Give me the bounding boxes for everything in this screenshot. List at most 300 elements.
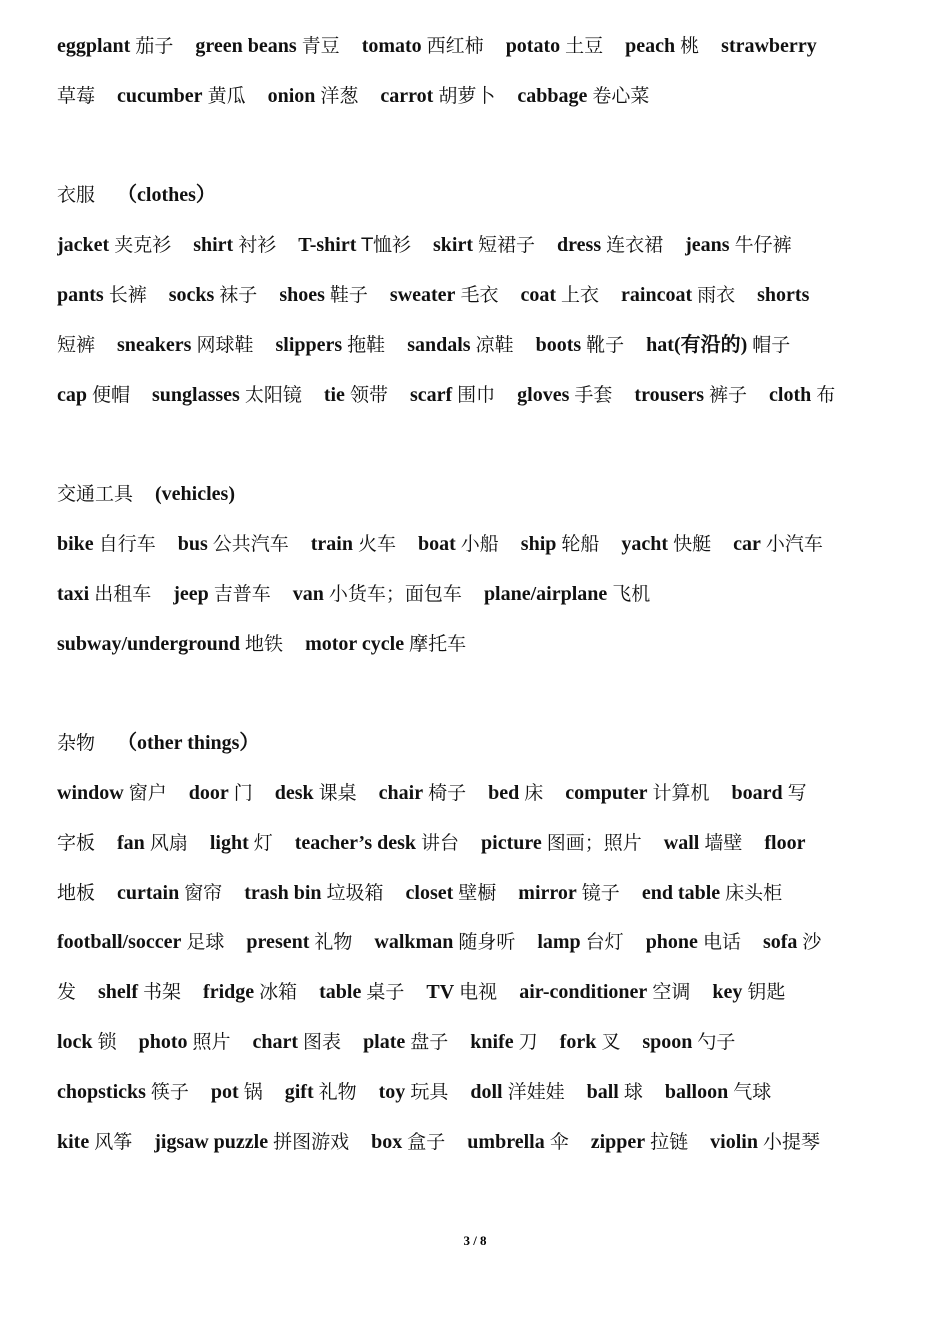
chinese-meaning: 鞋子 xyxy=(329,283,368,306)
english-word: fan xyxy=(117,831,145,854)
vocab-entry xyxy=(195,35,339,57)
chinese-meaning: 摩托车 xyxy=(409,632,467,655)
english-word: chart xyxy=(252,1030,299,1053)
chinese-meaning: 便帽 xyxy=(92,383,131,406)
vocab-entry xyxy=(517,384,612,406)
chinese-meaning: 袜子 xyxy=(219,283,258,306)
english-word: board xyxy=(731,781,783,804)
chinese-meaning: 计算机 xyxy=(652,781,710,804)
vocab-line xyxy=(57,22,919,72)
english-word: picture xyxy=(481,831,542,854)
vocab-entry xyxy=(537,931,623,953)
chinese-meaning: 小货车；面包车 xyxy=(328,582,462,605)
section-gap xyxy=(57,420,919,470)
vocab-entry xyxy=(178,533,289,555)
english-word: floor xyxy=(764,831,806,854)
vocab-entry xyxy=(769,384,835,406)
english-word: shelf xyxy=(98,981,139,1004)
section-heading-vehicles xyxy=(57,470,919,520)
vocab-entry xyxy=(488,782,543,804)
chinese-meaning: 衬衫 xyxy=(238,234,277,257)
english-word: slippers xyxy=(275,333,343,356)
vocab-line xyxy=(57,819,919,869)
vocab-line xyxy=(57,570,919,620)
chinese-meaning: 冰箱 xyxy=(259,981,298,1004)
chinese-meaning: 太阳镜 xyxy=(244,383,302,406)
vocab-entry xyxy=(642,1031,735,1053)
english-word: jeans xyxy=(685,234,730,257)
english-word: sandals xyxy=(407,333,471,356)
vocab-entry xyxy=(295,832,459,854)
chinese-meaning: 牛仔裤 xyxy=(734,234,792,257)
vocab-entry xyxy=(57,284,147,306)
english-word: scarf xyxy=(409,383,453,406)
chinese-meaning: 长裤 xyxy=(108,283,147,306)
chinese-meaning: 叉 xyxy=(601,1030,621,1053)
english-word: tomato xyxy=(361,35,422,57)
chinese-meaning: 吉普车 xyxy=(213,582,271,605)
vocab-entry xyxy=(481,832,642,854)
chinese-meaning: 胡萝卜 xyxy=(438,84,496,107)
vocab-entry xyxy=(57,583,151,605)
english-word: chopsticks xyxy=(57,1080,146,1103)
vocab-line xyxy=(57,869,919,919)
chinese-meaning: 卷心菜 xyxy=(592,84,650,107)
section-heading-other-things xyxy=(57,719,919,769)
chinese-meaning: 洋葱 xyxy=(320,84,359,107)
chinese-meaning: 帽子 xyxy=(752,333,791,356)
vocab-entry xyxy=(467,1131,568,1153)
vocab-entry xyxy=(311,533,396,555)
vocab-entry xyxy=(379,782,466,804)
chinese-meaning: 书架 xyxy=(143,981,182,1004)
vocab-entry xyxy=(470,1031,537,1053)
vocab-entry xyxy=(484,583,650,605)
vocab-entry xyxy=(275,782,357,804)
english-word: T-shirt xyxy=(298,234,357,257)
english-word: shoes xyxy=(279,283,325,306)
vocab-entry xyxy=(433,234,535,256)
vocab-line xyxy=(57,769,919,819)
vocab-entry xyxy=(319,981,404,1003)
vocab-entry xyxy=(293,583,462,605)
chinese-meaning: 床 xyxy=(524,781,544,804)
chinese-meaning: 短裙子 xyxy=(478,234,536,257)
english-word: pot xyxy=(210,1080,239,1103)
english-word: plane/airplane xyxy=(483,582,608,605)
chinese-meaning: 伞 xyxy=(549,1130,569,1153)
english-word: eggplant xyxy=(57,35,131,57)
vocab-line xyxy=(57,321,919,371)
chinese-meaning: 钥匙 xyxy=(747,981,786,1004)
english-word: onion xyxy=(267,84,316,107)
vocab-entry xyxy=(57,35,173,57)
english-word: spoon xyxy=(642,1030,693,1053)
section-heading-clothes xyxy=(57,171,919,221)
english-word: fridge xyxy=(203,981,255,1004)
vocab-line xyxy=(57,371,919,421)
chinese-meaning: 茄子 xyxy=(135,35,174,57)
chinese-meaning: 电话 xyxy=(702,931,741,954)
english-word: table xyxy=(319,981,362,1004)
vocab-entry xyxy=(506,35,603,57)
english-word: taxi xyxy=(57,582,90,605)
english-word: cap xyxy=(57,383,87,406)
vocab-entry xyxy=(565,782,709,804)
chinese-meaning: 风筝 xyxy=(94,1130,133,1153)
chinese-meaning: 刀 xyxy=(518,1030,538,1053)
vocab-entry xyxy=(519,981,690,1003)
english-word: tie xyxy=(323,383,345,406)
chinese-meaning: T恤衫 xyxy=(361,234,412,257)
chinese-meaning: 沙 xyxy=(802,931,822,954)
heading-zh: 杂物 xyxy=(57,732,96,755)
english-word: key xyxy=(712,981,743,1004)
vocab-entry xyxy=(275,334,385,356)
english-word: gift xyxy=(284,1080,314,1103)
vocab-entry xyxy=(244,882,383,904)
vocab-entry xyxy=(57,1081,189,1103)
english-word: jacket xyxy=(57,234,110,257)
chinese-meaning: 出租车 xyxy=(94,582,152,605)
vocab-entry xyxy=(520,284,599,306)
chinese-meaning: 气球 xyxy=(733,1080,772,1103)
vocab-line xyxy=(57,968,919,1018)
english-word: walkman xyxy=(374,931,454,954)
chinese-meaning: 盒子 xyxy=(407,1130,446,1153)
document-page xyxy=(57,22,919,1167)
chinese-meaning: 球 xyxy=(623,1080,643,1103)
chinese-meaning: 空调 xyxy=(652,981,691,1004)
chinese-meaning: 照片 xyxy=(192,1030,231,1053)
english-word: box xyxy=(371,1130,403,1153)
vocab-entry xyxy=(517,85,649,107)
vocab-entry xyxy=(211,1081,263,1103)
chinese-meaning: 裤子 xyxy=(709,383,748,406)
chinese-meaning: 随身听 xyxy=(458,931,516,954)
vocab-entry xyxy=(410,384,495,406)
english-word: socks xyxy=(168,283,215,306)
english-word: van xyxy=(292,582,324,605)
english-word: mirror xyxy=(518,881,577,904)
vocab-entry xyxy=(268,85,359,107)
vocab-entry xyxy=(57,85,95,107)
vocab-line xyxy=(57,1118,919,1168)
chinese-meaning: 布 xyxy=(816,383,836,406)
vocab-entry xyxy=(642,882,782,904)
vocab-entry xyxy=(560,1031,621,1053)
vocab-entry xyxy=(57,633,283,655)
english-word: window xyxy=(57,781,124,804)
english-word: closet xyxy=(405,881,454,904)
chinese-meaning: 垃圾箱 xyxy=(326,881,384,904)
chinese-meaning: 讲台 xyxy=(421,831,460,854)
chinese-meaning: 拼图游戏 xyxy=(273,1130,350,1153)
english-word: trousers xyxy=(634,383,705,406)
vocab-entry xyxy=(764,832,805,854)
section-vegetables xyxy=(57,22,919,122)
chinese-meaning: 快艇 xyxy=(673,532,712,555)
english-word: ball xyxy=(586,1080,619,1103)
chinese-meaning: 桃 xyxy=(680,35,700,57)
english-word: cucumber xyxy=(117,84,203,107)
vocab-entry xyxy=(407,334,513,356)
chinese-meaning: 领带 xyxy=(349,383,388,406)
english-word: TV xyxy=(426,981,455,1004)
vocab-entry xyxy=(98,981,181,1003)
english-word: violin xyxy=(710,1130,758,1153)
english-word: pants xyxy=(57,283,104,306)
heading-en: （other things） xyxy=(117,732,260,755)
chinese-meaning: 毛衣 xyxy=(460,283,499,306)
english-word: bus xyxy=(177,532,208,555)
vocab-entry xyxy=(57,384,130,406)
english-word: computer xyxy=(565,781,648,804)
vocab-entry xyxy=(57,931,224,953)
english-word: fork xyxy=(559,1030,597,1053)
chinese-meaning: 礼物 xyxy=(318,1080,357,1103)
vocab-entry xyxy=(763,931,821,953)
vocab-entry xyxy=(665,1081,771,1103)
vocab-entry xyxy=(57,882,95,904)
chinese-meaning: 青豆 xyxy=(301,35,340,57)
chinese-meaning: 手套 xyxy=(574,383,613,406)
vocab-entry xyxy=(646,334,790,356)
chinese-meaning: 草莓 xyxy=(57,84,96,107)
chinese-meaning: 床头柜 xyxy=(725,881,783,904)
english-word: toy xyxy=(378,1080,406,1103)
chinese-meaning: 壁橱 xyxy=(458,881,497,904)
chinese-meaning: 黄瓜 xyxy=(207,84,246,107)
vocab-line xyxy=(57,72,919,122)
english-word: ship xyxy=(520,532,557,555)
vocab-entry xyxy=(152,384,302,406)
chinese-meaning: 上衣 xyxy=(561,283,600,306)
english-word: plate xyxy=(363,1030,406,1053)
vocab-entry xyxy=(285,1081,357,1103)
chinese-meaning: 地铁 xyxy=(245,632,284,655)
english-word: air-conditioner xyxy=(519,981,648,1004)
chinese-meaning: 雨衣 xyxy=(697,283,736,306)
chinese-meaning: 课桌 xyxy=(318,781,357,804)
english-word: wall xyxy=(663,831,700,854)
heading-en: (vehicles) xyxy=(155,483,235,506)
vocab-line xyxy=(57,918,919,968)
english-word: boat xyxy=(417,532,456,555)
chinese-meaning: 礼物 xyxy=(314,931,353,954)
vocab-entry xyxy=(57,334,95,356)
chinese-meaning: 小船 xyxy=(460,532,499,555)
vocab-entry xyxy=(371,1131,445,1153)
chinese-meaning: 窗户 xyxy=(128,781,167,804)
vocab-entry xyxy=(298,234,411,256)
chinese-meaning: 土豆 xyxy=(565,35,604,57)
heading-zh: 衣服 xyxy=(57,184,96,207)
chinese-meaning: 发 xyxy=(57,981,77,1004)
vocab-entry xyxy=(380,85,495,107)
chinese-meaning: 台灯 xyxy=(585,931,624,954)
heading-en: （clothes） xyxy=(117,184,216,207)
vocab-entry xyxy=(139,1031,231,1053)
chinese-meaning: 盘子 xyxy=(410,1030,449,1053)
english-word: sweater xyxy=(389,283,456,306)
page-number: 3 / 8 xyxy=(463,1233,487,1248)
chinese-meaning: 围巾 xyxy=(457,383,496,406)
vocab-entry xyxy=(305,633,466,655)
english-word: umbrella xyxy=(467,1130,545,1153)
vocab-entry xyxy=(390,284,499,306)
section-gap xyxy=(57,122,919,172)
vocab-line xyxy=(57,1018,919,1068)
vocab-entry xyxy=(324,384,388,406)
vocab-entry xyxy=(203,981,297,1003)
chinese-meaning: 网球鞋 xyxy=(196,333,254,356)
english-word: gloves xyxy=(517,383,570,406)
vocab-entry xyxy=(634,384,747,406)
chinese-meaning: 短裤 xyxy=(57,333,96,356)
vocab-entry xyxy=(154,1131,349,1153)
chinese-meaning: 小汽车 xyxy=(765,532,823,555)
english-word: carrot xyxy=(380,84,434,107)
vocab-entry xyxy=(374,931,515,953)
chinese-meaning: 自行车 xyxy=(98,532,156,555)
vocab-line xyxy=(57,620,919,670)
vocab-entry xyxy=(518,882,620,904)
english-word: end table xyxy=(641,881,721,904)
vocab-entry xyxy=(57,832,95,854)
english-word: zipper xyxy=(590,1130,646,1153)
vocab-line xyxy=(57,271,919,321)
english-word: strawberry xyxy=(721,35,817,57)
english-word: desk xyxy=(274,781,314,804)
vocab-entry xyxy=(664,832,743,854)
chinese-meaning: 小提琴 xyxy=(762,1130,820,1153)
vocab-entry xyxy=(712,981,785,1003)
chinese-meaning: 电视 xyxy=(459,981,498,1004)
vocab-entry xyxy=(418,533,499,555)
vocab-entry xyxy=(733,533,823,555)
chinese-meaning: 飞机 xyxy=(612,582,651,605)
vocab-entry xyxy=(57,533,156,555)
english-word: cloth xyxy=(769,383,812,406)
english-word: motor cycle xyxy=(305,632,405,655)
chinese-meaning: 轮船 xyxy=(561,532,600,555)
english-word: subway/underground xyxy=(57,632,241,655)
english-word: shirt xyxy=(193,234,234,257)
chinese-meaning: 凉鞋 xyxy=(475,333,514,356)
english-word: raincoat xyxy=(621,283,693,306)
english-word: dress xyxy=(557,234,602,257)
vocab-entry xyxy=(117,882,222,904)
english-word: curtain xyxy=(117,881,180,904)
english-word: cabbage xyxy=(517,84,588,107)
vocab-entry xyxy=(731,782,806,804)
chinese-meaning: 门 xyxy=(233,781,253,804)
vocab-line xyxy=(57,1068,919,1118)
english-word: jigsaw puzzle xyxy=(154,1130,269,1153)
vocab-entry xyxy=(279,284,368,306)
vocab-entry xyxy=(591,1131,688,1153)
english-word: chair xyxy=(378,781,424,804)
chinese-meaning: 足球 xyxy=(186,931,225,954)
chinese-meaning: 椅子 xyxy=(428,781,467,804)
chinese-meaning: 镜子 xyxy=(581,881,620,904)
chinese-meaning: 写 xyxy=(787,781,807,804)
vocab-entry xyxy=(57,234,171,256)
chinese-meaning: 洋娃娃 xyxy=(507,1080,565,1103)
chinese-meaning: 筷子 xyxy=(150,1080,189,1103)
chinese-meaning: 锅 xyxy=(243,1080,263,1103)
english-word: sunglasses xyxy=(152,383,240,406)
vocab-entry xyxy=(117,832,188,854)
vocab-entry xyxy=(57,981,76,1003)
vocab-entry xyxy=(379,1081,449,1103)
chinese-meaning: 图表 xyxy=(303,1030,342,1053)
vocab-entry xyxy=(363,1031,448,1053)
chinese-meaning: 勺子 xyxy=(697,1030,736,1053)
vocab-entry xyxy=(246,931,352,953)
vocab-entry xyxy=(362,35,484,57)
chinese-meaning: 地板 xyxy=(57,881,96,904)
section-vehicles xyxy=(57,520,919,669)
english-word: potato xyxy=(505,35,561,57)
english-word: car xyxy=(733,532,761,555)
vocab-entry xyxy=(57,1131,132,1153)
english-word: coat xyxy=(520,283,556,306)
vocab-entry xyxy=(757,284,809,306)
chinese-meaning: 风扇 xyxy=(149,831,188,854)
english-word: lamp xyxy=(537,931,581,954)
section-other-things xyxy=(57,769,919,1167)
english-word: door xyxy=(188,781,229,804)
vocab-entry xyxy=(169,284,258,306)
chinese-meaning: 图画；照片 xyxy=(546,831,642,854)
chinese-meaning: 锁 xyxy=(97,1030,117,1053)
vocab-entry xyxy=(710,1131,820,1153)
vocab-entry xyxy=(521,533,600,555)
vocab-line xyxy=(57,520,919,570)
english-word: jeep xyxy=(173,582,209,605)
vocab-entry xyxy=(210,832,273,854)
vocab-entry xyxy=(557,234,663,256)
vocab-entry xyxy=(193,234,276,256)
english-word: kite xyxy=(57,1130,90,1153)
vocab-entry xyxy=(621,533,711,555)
english-word: doll xyxy=(470,1080,503,1103)
vocab-entry xyxy=(587,1081,643,1103)
vocab-entry xyxy=(646,931,741,953)
vocab-entry xyxy=(426,981,497,1003)
english-word: hat(有沿的) xyxy=(646,333,748,356)
vocab-entry xyxy=(470,1081,564,1103)
vocab-entry xyxy=(621,284,735,306)
chinese-meaning: 靴子 xyxy=(586,333,625,356)
english-word: balloon xyxy=(664,1080,729,1103)
english-word: skirt xyxy=(433,234,474,257)
vocab-entry xyxy=(57,1031,117,1053)
chinese-meaning: 拉链 xyxy=(650,1130,689,1153)
english-word: sofa xyxy=(762,931,798,954)
english-word: shorts xyxy=(757,283,810,306)
vocab-entry xyxy=(117,85,246,107)
chinese-meaning: 玩具 xyxy=(410,1080,449,1103)
vocab-entry xyxy=(625,35,699,57)
chinese-meaning: 灯 xyxy=(253,831,273,854)
vocab-entry xyxy=(721,35,817,57)
vocab-entry xyxy=(253,1031,342,1053)
chinese-meaning: 西红柿 xyxy=(426,35,484,57)
english-word: bed xyxy=(488,781,520,804)
